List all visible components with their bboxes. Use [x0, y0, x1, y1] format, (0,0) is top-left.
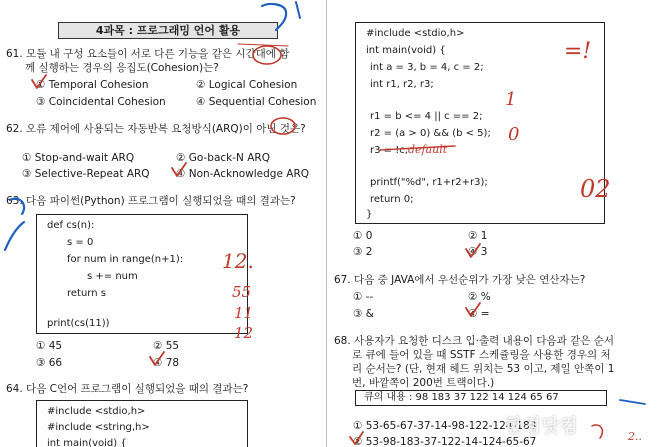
note-12: 12.	[222, 249, 254, 273]
q61-option-3[interactable]: ③ Coincidental Cohesion	[36, 96, 166, 108]
q63-code-box	[36, 214, 248, 334]
code-line: r3 = !c;	[370, 145, 409, 156]
queue-box: 큐의 내용 : 98 183 37 122 14 124 65 67	[355, 390, 607, 406]
note-55: 55	[232, 283, 252, 301]
q67-option-3[interactable]: ③ &	[353, 308, 374, 320]
code-line: #include <stdio,h>	[47, 406, 146, 417]
code-line: #include <string,h>	[47, 422, 150, 433]
note-tail: 2..	[628, 430, 642, 443]
q61-option-4[interactable]: ④ Sequential Cohesion	[196, 96, 317, 108]
q61-option-1[interactable]: ① Temporal Cohesion	[36, 79, 149, 91]
question-text: 다음 C언어 프로그램이 실행되었을 때의 결과는?	[26, 383, 249, 395]
code-line: for num in range(n+1):	[67, 254, 184, 265]
code-line: s += num	[87, 271, 138, 282]
q62-option-1[interactable]: ① Stop-and-wait ARQ	[22, 152, 135, 164]
pen-stroke	[238, 44, 288, 46]
q65-code-box	[355, 22, 605, 224]
question-text: 모듈 내 구성 요소들이 서로 다른 기능을 같은 시간대에 함	[26, 48, 290, 60]
question-68-line2: 로 큐에 들어 있을 때 SSTF 스케쥴링을 사용한 경우의 처	[352, 349, 611, 361]
question-text: 사용자가 요청한 디스크 입·출력 내용이 다음과 같은 순서	[354, 335, 615, 347]
code-line: int r1, r2, r3;	[370, 79, 434, 90]
code-line: return s	[67, 288, 106, 299]
q67-option-4[interactable]: ④ =	[468, 308, 490, 320]
q62-option-2[interactable]: ② Go-back-N ARQ	[176, 152, 270, 164]
q63-option-2[interactable]: ② 55	[153, 340, 180, 352]
note-one: 1	[505, 89, 517, 110]
pen-stroke	[620, 400, 645, 404]
q68-option-1[interactable]: ① 53-65-67-37-14-98-122-124-183	[353, 420, 537, 432]
code-line: r1 = b <= 4 || c == 2;	[370, 111, 483, 122]
note-eq: =!	[564, 39, 592, 64]
watermark: 한경닷컴	[505, 416, 579, 437]
question-61-line2: 께 실행하는 경우의 응집도(Cohesion)는?	[25, 62, 219, 74]
note-02: 02	[580, 175, 611, 203]
code-line: int main(void) {	[47, 438, 127, 447]
q65-option-1[interactable]: ① 0	[353, 230, 373, 242]
code-line: return 0;	[370, 194, 414, 205]
code-line: def cs(n):	[47, 220, 95, 231]
code-line: printf("%d", r1+r2+r3);	[370, 177, 488, 188]
q65-option-2[interactable]: ② 1	[468, 230, 488, 242]
question-number: 61.	[6, 48, 23, 60]
pen-stroke	[5, 222, 24, 250]
code-line: }	[366, 209, 373, 220]
q64-code-box	[36, 400, 248, 447]
code-line: r2 = (a > 0) && (b < 5);	[370, 128, 491, 139]
q67-option-2[interactable]: ② %	[468, 291, 491, 303]
q62-option-4[interactable]: ④ Non-Acknowledge ARQ	[176, 168, 310, 180]
q62-option-3[interactable]: ③ Selective-Repeat ARQ	[22, 168, 150, 180]
q65-option-3[interactable]: ③ 2	[353, 246, 373, 258]
question-text: 오류 제어에 사용되는 자동반복 요청방식(ARQ)이 아닌 것은?	[26, 123, 306, 135]
question-61	[6, 47, 289, 61]
column-divider	[326, 0, 327, 447]
note-11: 11	[234, 304, 254, 322]
q68-option-2[interactable]: ② 53-98-183-37-122-14-124-65-67	[353, 436, 537, 447]
q63-option-3[interactable]: ③ 66	[36, 357, 63, 369]
q61-option-2[interactable]: ② Logical Cohesion	[196, 79, 298, 91]
note-default: default	[408, 143, 448, 156]
q65-option-4[interactable]: ④ 3	[468, 246, 488, 258]
q67-option-1[interactable]: ① --	[353, 291, 374, 303]
code-line: int a = 3, b = 4, c = 2;	[370, 62, 484, 73]
section-title: 4과목 : 프로그래밍 언어 활용	[58, 22, 278, 39]
question-text: 다음 중 JAVA에서 우선순위가 가장 낮은 연산자는?	[354, 274, 586, 286]
question-62	[6, 122, 306, 136]
question-68-line3: 리 순서는? (단, 현재 헤드 위치는 53 이고, 제일 안쪽이 1	[352, 363, 615, 375]
question-68-line4: 번, 바깥쪽이 200번 트랙이다.)	[352, 377, 495, 389]
question-number: 62.	[6, 123, 23, 135]
question-number: 68.	[334, 335, 351, 347]
code-line: print(cs(11))	[47, 318, 110, 329]
code-line: int main(void) {	[366, 45, 446, 56]
q63-option-1[interactable]: ① 45	[36, 340, 63, 352]
question-67	[334, 273, 585, 287]
note-12b: 12	[234, 324, 254, 342]
question-68	[334, 334, 614, 348]
q63-option-4[interactable]: ④ 78	[153, 357, 180, 369]
pen-stroke	[296, 2, 300, 18]
code-line: #include <stdio,h>	[366, 28, 465, 39]
code-line: s = 0	[67, 237, 94, 248]
question-number: 64.	[6, 383, 23, 395]
question-64	[6, 382, 248, 396]
note-zero: 0	[508, 124, 520, 145]
question-text: 다음 파이썬(Python) 프로그램이 실행되었을 때의 결과는?	[26, 195, 296, 207]
question-number: 63.	[6, 195, 23, 207]
pen-stroke	[592, 425, 602, 438]
question-number: 67.	[334, 274, 351, 286]
question-63	[6, 194, 296, 208]
